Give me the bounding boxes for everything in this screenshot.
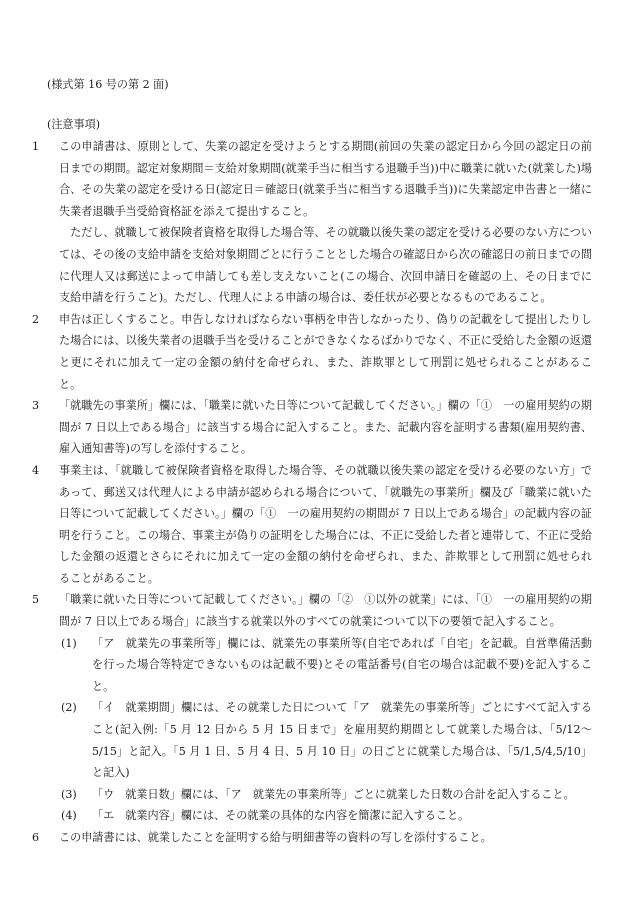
subitem-text: 「ア 就業先の事業所等」欄には、就業先の事業所等(自宅であれば「自宅」を記載。自営準備活動を行った場合等特定できないものは記載不要)とその電話番号(自宅の場合は記載不要)を記入すること。	[92, 636, 592, 693]
note-item-1	[32, 136, 592, 309]
note-subitem-2	[32, 697, 592, 783]
note-paragraph: この申請書は、原則として、失業の認定を受けようとする期間(前回の失業の認定日から今回の認定日の前日までの期間。認定対象期間＝支給対象期間(就業手当に相当する退職手当))中に職業に就いた(就業した)場合、その失業の認定を受ける日(認定日＝確認日(就業手当に相当する退職手当))に失業認定申告書と一緒に失業者退職手当受給資格証を添えて提出すること。	[59, 140, 592, 218]
note-item-2	[32, 309, 592, 395]
note-item-4	[32, 460, 592, 590]
subitem-text: 「エ 就業内容」欄には、その就業の具体的な内容を簡潔に記入すること。	[92, 809, 470, 823]
note-item-6	[32, 827, 592, 849]
note-subitem-1	[32, 633, 592, 698]
subitem-text: 「イ 就業期間」欄には、その就業した日について「ア 就業先の事業所等」ごとにすべて記入すること(記入例:「5 月 12 日から 5 月 15 日まで」を雇用契約期間として就業した場合は、「5/12～5/15」と記入。「5 月 1 日、5 月 4 日、5 月 10 日」の日ごとに就業した場合は、「5/1,5/4,5/10」と記入)	[92, 701, 592, 780]
subitem-text: 「ウ 就業日数」欄には、「ア 就業先の事業所等」ごとに就業した日数の合計を記入すること。	[92, 787, 575, 801]
note-number: 6	[32, 831, 40, 844]
note-paragraph: ただし、就職して被保険者資格を取得した場合等、その就職以後失業の認定を受ける必要のない方については、その後の支給申請を支給対象期間ごとに行うこととした場合の確認日から次の確認日の前日までの間に代理人又は郵送によって申請しても差し支えないこと(この場合、次回申請日を確認の上、その日までに支給申請を行うこと)。ただし、代理人による申請の場合は、委任状が必要となるものであること。	[59, 226, 592, 305]
form-number-header: (様式第 16 号の第 2 面)	[47, 78, 169, 91]
note-paragraph: 申告は正しくすること。申告しなければならない事柄を申告しなかったり、偽りの記載をして提出したりした場合には、以後失業者の退職手当を受けることができなくなるばかりでなく、不正に受給した金額の返還と更にそれに加えて一定の金額の納付を命ぜられ、また、詐欺罪として刑罰に処せられることがあること。	[59, 312, 592, 391]
subitem-number: (1)	[61, 636, 77, 650]
note-subitem-3	[32, 784, 592, 806]
note-paragraph: この申請書には、就業したことを証明する給与明細書等の資料の写しを添付すること。	[59, 831, 492, 844]
note-item-5	[32, 589, 592, 632]
note-subitem-4	[32, 805, 592, 827]
subitem-number: (3)	[61, 787, 77, 801]
notes-heading: (注意事項)	[47, 118, 101, 131]
note-paragraph: 「職業に就いた日等について記載してください。」欄の「② ①以外の就業」には、「① 一の雇用契約の期間が 7 日以上である場合」に該当する就業以外のすべての就業について以下の要領で記入すること。	[59, 593, 592, 629]
note-number: 2	[32, 312, 40, 326]
subitem-number: (2)	[61, 701, 77, 715]
note-number: 3	[32, 399, 40, 413]
note-number: 1	[32, 140, 40, 153]
note-number: 5	[32, 593, 40, 607]
note-number: 4	[32, 463, 40, 477]
note-item-3	[32, 395, 592, 460]
notes-list	[32, 136, 592, 849]
note-paragraph: 「就職先の事業所」欄には、「職業に就いた日等について記載してください。」欄の「① 一の雇用契約の期間が 7 日以上である場合」に該当する場合に記入すること。また、記載内容を証明する書類(雇用契約書、雇入通知書等)の写しを添付すること。	[59, 399, 592, 456]
note-paragraph: 事業主は、「就職して被保険者資格を取得した場合等、その就職以後失業の認定を受ける必要のない方」であって、郵送又は代理人による申請が認められる場合について、「就職先の事業所」欄及び「職業に就いた日等について記載してください。」欄の「① 一の雇用契約の期間が 7 日以上である場合」の記載内容の証明を行うこと。この場合、事業主が偽りの証明をした場合には、不正に受給した者と連帯して、不正に受給した金額の返還とさらにそれに加えて一定の金額の納付を命ぜられ、また、詐欺罪として刑罰に処せられることがあること。	[59, 463, 592, 585]
subitem-number: (4)	[61, 809, 77, 823]
